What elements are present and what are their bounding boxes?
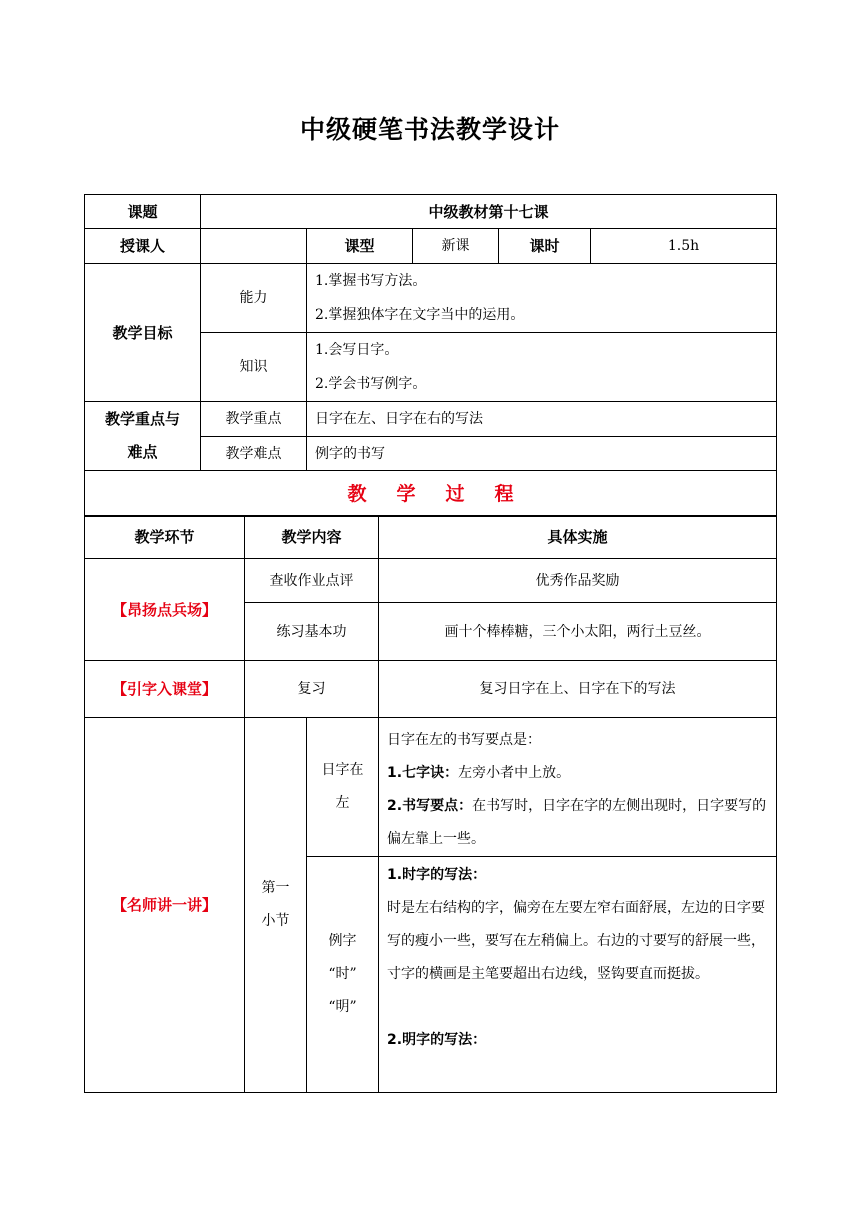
ability-item: 1.掌握书写方法。 (315, 273, 427, 289)
section-line: 第一 (261, 880, 290, 896)
topic-label: 课题 (85, 195, 201, 229)
impl-paragraph (387, 757, 768, 790)
impl-heading (387, 1024, 768, 1057)
difficulty-label: 教学难点 (201, 437, 307, 471)
impl-label: 2.明字的写法： (387, 1032, 487, 1048)
col-stage: 教学环节 (85, 516, 245, 559)
difficulty-value: 例字的书写 (307, 437, 777, 471)
ability-items (307, 264, 777, 333)
focus-label-line: 难点 (127, 443, 158, 461)
stage-intro: 【引字入课堂】 (85, 661, 245, 718)
focus-label-line: 教学重点与 (104, 410, 180, 428)
sub-topic-line: “时” (328, 966, 357, 982)
impl-cell: 复习日字在上、日字在下的写法 (379, 661, 777, 718)
col-impl: 具体实施 (379, 516, 777, 559)
goals-label: 教学目标 (85, 264, 201, 402)
teacher-label: 授课人 (85, 229, 201, 264)
sub-topic-left (307, 718, 379, 857)
sub-topic-line: 左 (335, 795, 350, 811)
knowledge-label: 知识 (201, 333, 307, 402)
impl-heading (387, 859, 768, 892)
impl-label: 1.七字诀： (387, 765, 459, 781)
process-heading: 教学过程 (85, 471, 777, 517)
impl-text: 左旁小者中上放。 (458, 765, 571, 781)
knowledge-items (307, 333, 777, 402)
impl-cell: 优秀作品奖励 (379, 559, 777, 603)
col-content: 教学内容 (245, 516, 379, 559)
sub-topic-line: 日字在 (321, 762, 364, 778)
sub1-impl (379, 718, 777, 857)
ability-item: 2.掌握独体字在文字当中的运用。 (315, 307, 525, 323)
impl-spacer (387, 991, 768, 1024)
duration-label: 课时 (499, 229, 591, 264)
content-cell: 练习基本功 (245, 603, 379, 661)
duration-value: 1.5h (591, 229, 777, 264)
key-point-label: 教学重点 (201, 402, 307, 437)
impl-text: 时是左右结构的字，偏旁在左要左窄右面舒展，左边的日字要写的瘦小一些，要写在左稍偏上。右边的寸要写的舒展一些，寸字的横画是主笔要超出右边线，竖钩要直而挺拔。 (387, 900, 766, 982)
lesson-info-table (84, 194, 777, 517)
ability-label: 能力 (201, 264, 307, 333)
impl-label: 1.时字的写法： (387, 867, 487, 883)
type-value: 新课 (413, 229, 499, 264)
content-cell: 复习 (245, 661, 379, 718)
section-line: 小节 (261, 913, 290, 929)
impl-paragraph (387, 790, 768, 856)
impl-label: 2.书写要点： (387, 798, 473, 814)
knowledge-item: 1.会写日字。 (315, 342, 399, 358)
section-cell (245, 718, 307, 1093)
impl-cell: 画十个棒棒糖，三个小太阳，两行土豆丝。 (379, 603, 777, 661)
focus-label (85, 402, 201, 471)
stage-teacher: 【名师讲一讲】 (85, 718, 245, 1093)
key-point-value: 日字在左、日字在右的写法 (307, 402, 777, 437)
impl-text: 在书写时，日字在字的左侧出现时，日字要写的偏左靠上一些。 (387, 798, 767, 847)
process-table (84, 515, 777, 1093)
sub-topic-examples (307, 857, 379, 1093)
type-label: 课型 (307, 229, 413, 264)
topic-value: 中级教材第十七课 (201, 195, 777, 229)
sub2-impl (379, 857, 777, 1093)
knowledge-item: 2.学会书写例字。 (315, 376, 427, 392)
sub-topic-line: 例字 (328, 933, 357, 949)
stage-warmup: 【昂扬点兵场】 (85, 559, 245, 661)
sub-topic-line: “明” (328, 999, 357, 1015)
teacher-value (201, 229, 307, 264)
page-title: 中级硬笔书法教学设计 (299, 115, 560, 144)
content-cell: 查收作业点评 (245, 559, 379, 603)
impl-text: 日字在左的书写要点是： (387, 732, 542, 748)
